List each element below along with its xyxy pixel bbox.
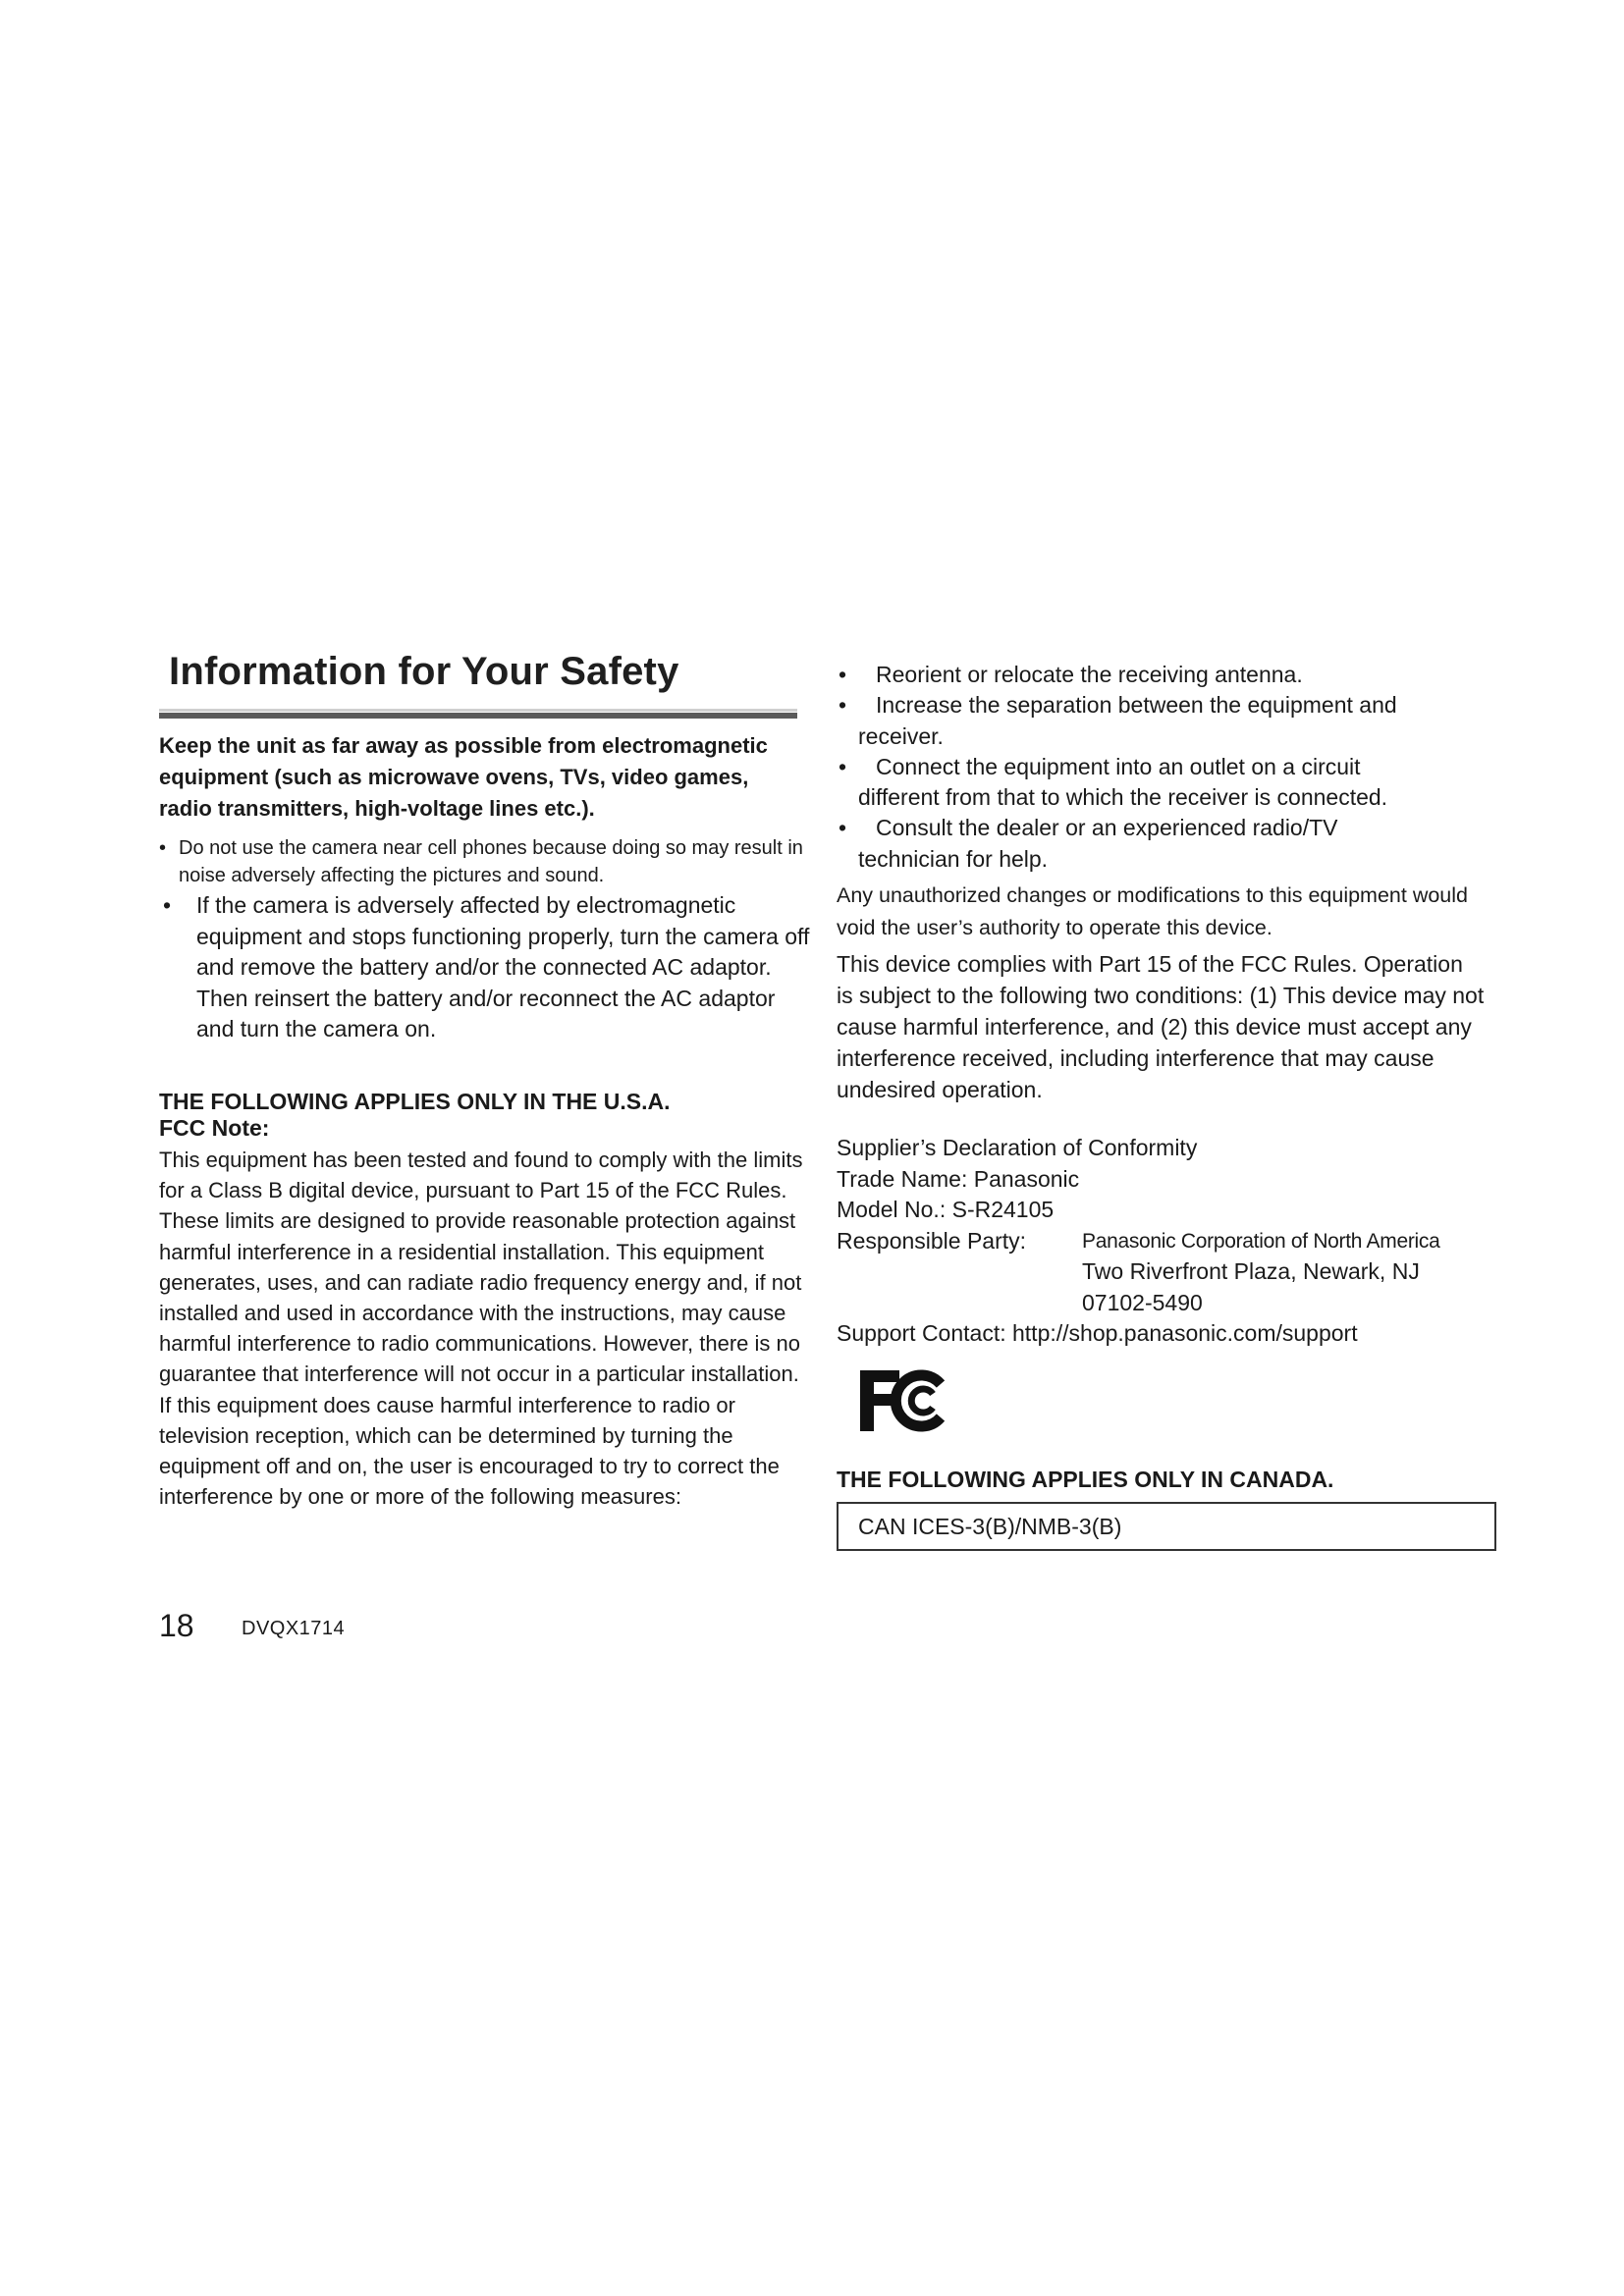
list-item [837,690,1485,721]
fcc-logo-icon [856,1366,950,1435]
bullet-icon: • [839,692,847,719]
responsible-party-row [837,1226,1504,1257]
page-title: Information for Your Safety [169,650,679,693]
unauthorized-changes-notice: Any unauthorized changes or modifications to this equipment would void the user’s authority to operate this device. [837,883,1468,939]
trade-name: Trade Name: Panasonic [837,1165,1080,1192]
measure-text-continued: receiver. [858,722,944,749]
responsible-party-name: Panasonic Corporation of North America [1082,1229,1440,1253]
fcc-note-heading: FCC Note: [159,1115,270,1141]
bullet-icon: • [839,815,847,841]
electromagnetic-warning: Keep the unit as far away as possible from electromagnetic equipment (such as microwave ovens, TVs, video games, radio transmitters, high-voltage lines etc.). [159,733,768,821]
canada-compliance-box: CAN ICES-3(B)/NMB-3(B) [837,1502,1496,1551]
canada-heading: THE FOLLOWING APPLIES ONLY IN CANADA. [837,1467,1334,1492]
support-contact: Support Contact: http://shop.panasonic.com/support [837,1320,1358,1346]
bullet-icon: • [163,892,172,918]
fcc-compliance-statement: This device complies with Part 15 of the FCC Rules. Operation is subject to the following two conditions: (1) This device may not cause harmful interference, and (2) this device must accept any interference received, including interference that may cause undesired operation. [837,951,1485,1102]
usa-heading: THE FOLLOWING APPLIES ONLY IN THE U.S.A. [159,1089,671,1114]
measure-text: Increase the separation between the equipment and [876,692,1397,719]
list-item [837,752,1485,782]
responsible-party-zip: 07102-5490 [1082,1289,1203,1315]
responsible-party-label: Responsible Party: [837,1227,1027,1254]
responsible-party-address: Two Riverfront Plaza, Newark, NJ [1082,1258,1420,1284]
list-item [159,834,807,889]
title-underline [159,709,797,719]
measures-list [837,660,1485,875]
measure-text: Connect the equipment into an outlet on a circuit [876,753,1361,779]
measure-text: Reorient or relocate the receiving antenna. [876,662,1303,687]
document-code: DVQX1714 [242,1618,346,1639]
bullet-icon: • [839,662,847,687]
list-item [159,890,812,1045]
bullet-text: If the camera is adversely affected by electromagnetic equipment and stops functioning properly, turn the camera off and remove the battery and/or the connected AC adaptor. Then reinsert the battery and/or reconnect the AC adaptor and turn the camera on. [196,892,810,1041]
measure-text-continued: different from that to which the receiver is connected. [858,784,1388,811]
list-item [837,813,1485,843]
page-number: 18 [159,1608,194,1643]
model-number: Model No.: S-R24105 [837,1197,1055,1222]
measure-text-continued: technician for help. [858,845,1049,872]
fcc-note-body: This equipment has been tested and found to comply with the limits for a Class B digital device, pursuant to Part 15 of the FCC Rules. These limits are designed to provide reasonable protection against harmful interference in a residential installation. This equipment generates, uses, and can radiate radio frequency energy and, if not installed and used in accordance with the instructions, may cause harmful interference to radio communications. However, there is no guarantee that interference will not occur in a particular installation. If this equipment does cause harmful interference to radio or television reception, which can be determined by turning the equipment off and on, the user is encouraged to try to correct the interference by one or more of the following measures: [159,1148,803,1510]
supplier-declaration [837,1133,1504,1350]
bullet-icon: • [839,753,847,779]
bullet-icon: • [159,837,167,859]
measure-text: Consult the dealer or an experienced radio/TV [876,815,1338,841]
supplier-heading: Supplier’s Declaration of Conformity [837,1135,1198,1160]
list-item [837,660,1485,690]
bullet-text: Do not use the camera near cell phones because doing so may result in noise adversely affecting the pictures and sound. [179,837,803,886]
